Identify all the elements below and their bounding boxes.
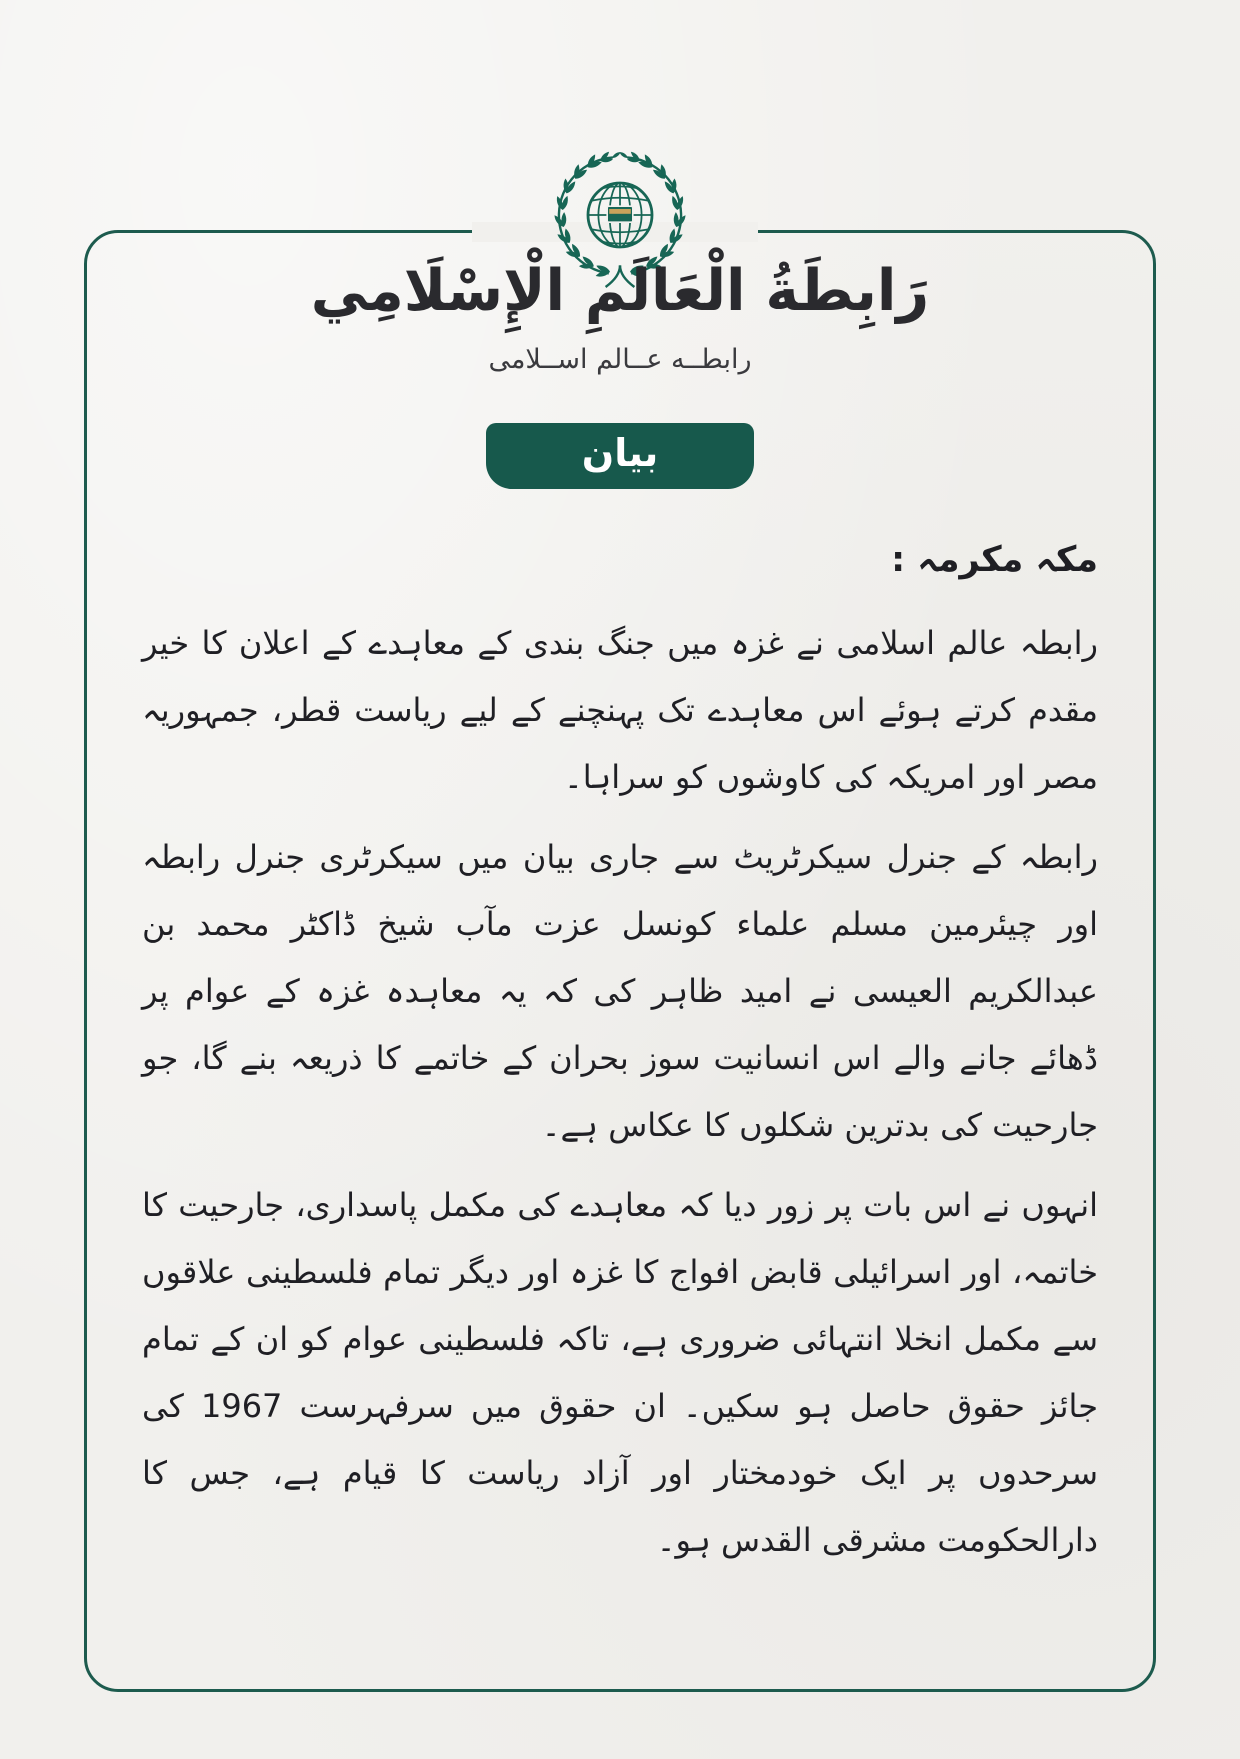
dateline: مکہ مکرمہ : (891, 540, 1098, 580)
statement-banner (486, 423, 754, 489)
statement-body (142, 540, 1098, 1587)
arabic-org-title: رَابِطَةُ الْعَالَمِ الْإِسْلَامِي (310, 258, 930, 324)
banner-label: بيان (581, 431, 659, 475)
paragraph-2: رابطہ کے جنرل سیکرٹریٹ سے جاری بیان میں سیکرٹری جنرل رابطہ اور چیئرمین مسلم علماء کونسل عزت مآب شیخ ڈاکٹر محمد بن عبدالکریم العیسی نے امید ظاہر کی کہ یہ معاہدہ غزہ کے عوام پر ڈھائے جانے والے اس انسانیت سوز بحران کے خاتمے کا ذریعہ بنے گا، جو جارحیت کی بدترین شکلوں کا عکاس ہے۔ (142, 837, 1098, 1145)
paragraph-1: رابطہ عالم اسلامی نے غزہ میں جنگ بندی کے معاہدے کے اعلان کا خیر مقدم کرتے ہوئے اس معاہدے تک پہنچنے کے لیے ریاست قطر، جمہوریہ مصر اور امریکہ کی کاوشوں کو سراہا۔ (142, 624, 1098, 797)
urdu-org-title: رابطــه عــالم اســلامی (488, 344, 752, 375)
paragraph-3: انہوں نے اس بات پر زور دیا کہ معاہدے کی مکمل پاسداری، جارحیت کا خاتمہ، اور اسرائیلی قابض افواج کا غزہ اور دیگر تمام فلسطینی علاقوں سے مکمل انخلا انتہائی ضروری ہے، تاکہ فلسطینی عوام کو ان کے تمام جائز حقوق حاصل ہو سکیں۔ ان حقوق میں سرفہرست 1967 کی سرحدوں پر ایک خودمختار اور آزاد ریاست کا قیام ہے، جس کا دارالحکومت مشرقی القدس ہو۔ (142, 1185, 1099, 1560)
